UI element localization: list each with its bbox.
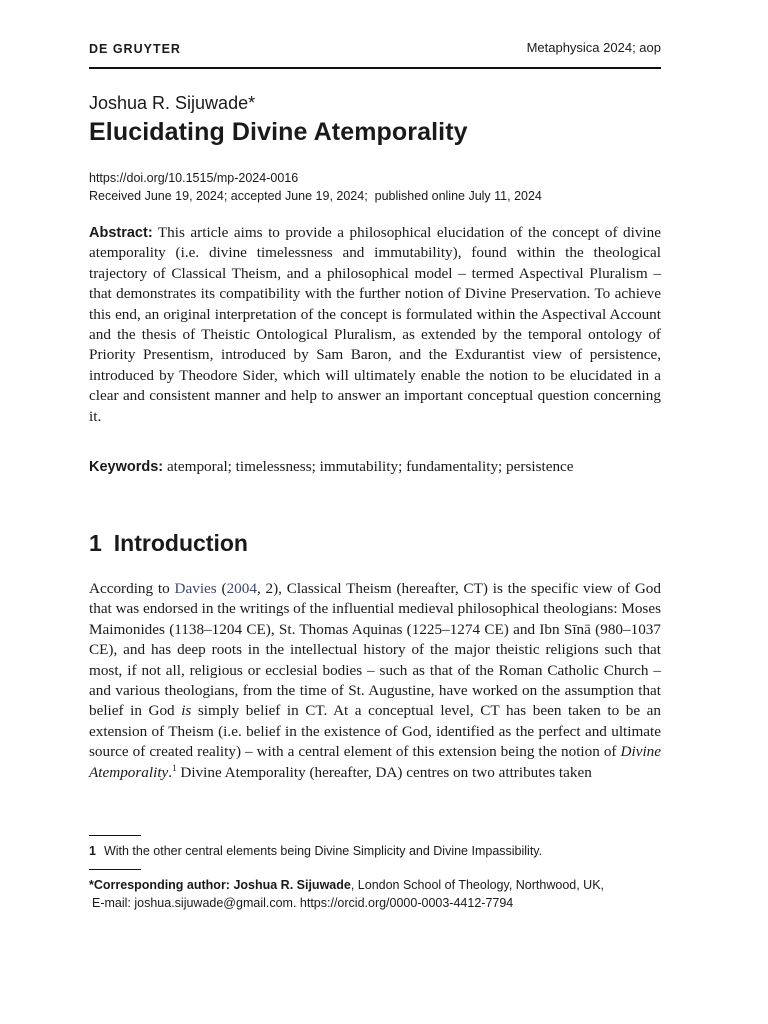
- footnote-divider: [89, 835, 141, 836]
- citation-year-link[interactable]: 2004: [226, 580, 257, 597]
- body-text: .: [168, 763, 173, 781]
- corresponding-author-label: *Corresponding author: Joshua R. Sijuwade: [89, 878, 351, 892]
- footnote-number: 1: [89, 844, 96, 858]
- journal-citation: Metaphysica 2024; aop: [526, 40, 661, 55]
- abstract-text: This article aims to provide a philosophical elucidation of the concept of divine atemporality (i.e. divine timelessness and immutability), found within the theological trajectory of Classical Theism, and a philosophical model – termed Aspectival Pluralism – that demonstrates its compatibility with the further notion of Divine Preservation. To achieve this end, an original interpretation of the concept is formulated within the Aspectival Account and the thesis of Theistic Ontological Pluralism, as extended by the temporal ontology of Priority Presentism, introduced by Sam Baron, and the Exdurantist view of persistence, introduced by Theodore Sider, which will ultimately enable the notion to be elucidated in a clear and consistent manner and help to answer an important conceptual question concerning it.: [89, 224, 661, 425]
- footnote-text: With the other central elements being Divine Simplicity and Divine Impassibility.: [103, 844, 543, 858]
- keywords-label: Keywords:: [89, 459, 164, 475]
- body-text: , 2), Classical Theism (hereafter, CT) is the specific view of God that was endorsed in the writings of the influential medieval philosophical theologians: Moses Maimonides (1138–1204 CE), St. Thomas Aquinas (1225–1274 CE) and Ibn Sīnā (980–1037 CE), and has deep roots in the intellectual history of the major theistic religions such that most, if not all, religious or ecclesial bodies – such as that of the Roman Catholic Church – and various theologians, from the time of St. Augustine, have worked on the assumption that belief in God: [89, 580, 661, 720]
- correspondence-note: [89, 876, 661, 912]
- affiliation: , London School of Theology, Northwood, UK,: [350, 878, 605, 892]
- body-text: simply belief in CT. At a conceptual level, CT has been taken to be an extension of Theism (i.e. belief in the existence of God, identified as the perfect and ultimate source of created reality) – with a central element of this extension being the notion of: [89, 702, 661, 761]
- emphasis-text: Divine Atemporality: [89, 743, 661, 781]
- section-title: Introduction: [113, 530, 248, 556]
- footnote: [89, 844, 542, 858]
- footnote-marker[interactable]: 1: [172, 762, 177, 773]
- citation-author-link[interactable]: Davies: [174, 580, 217, 597]
- body-paragraph: [89, 579, 661, 783]
- section-number: 1: [89, 530, 102, 556]
- emphasis-text: is: [181, 702, 192, 720]
- author-name: Joshua R. Sijuwade*: [89, 93, 256, 113]
- keywords-text: atemporal; timelessness; immutability; fundamentality; persistence: [166, 458, 574, 475]
- body-text: According to: [89, 580, 175, 597]
- abstract-label: Abstract:: [89, 225, 153, 241]
- contact-line[interactable]: E-mail: joshua.sijuwade@gmail.com. https://orcid.org/0000-0003-4412-7794: [92, 896, 514, 910]
- article-title: Elucidating Divine Atemporality: [89, 118, 468, 146]
- keywords: [89, 457, 661, 477]
- page-header: [89, 40, 661, 69]
- abstract: [89, 223, 661, 427]
- section-heading: [89, 530, 248, 557]
- body-text: Divine Atemporality (hereafter, DA) centres on two attributes taken: [176, 763, 592, 781]
- publication-dates: Received June 19, 2024; accepted June 19, 2024; published online July 11, 2024: [89, 189, 542, 203]
- body-text: (: [216, 580, 227, 597]
- correspondence-divider: [89, 869, 141, 870]
- doi-link[interactable]: https://doi.org/10.1515/mp-2024-0016: [89, 171, 299, 185]
- publisher-logo: DE GRUYTER: [89, 42, 181, 56]
